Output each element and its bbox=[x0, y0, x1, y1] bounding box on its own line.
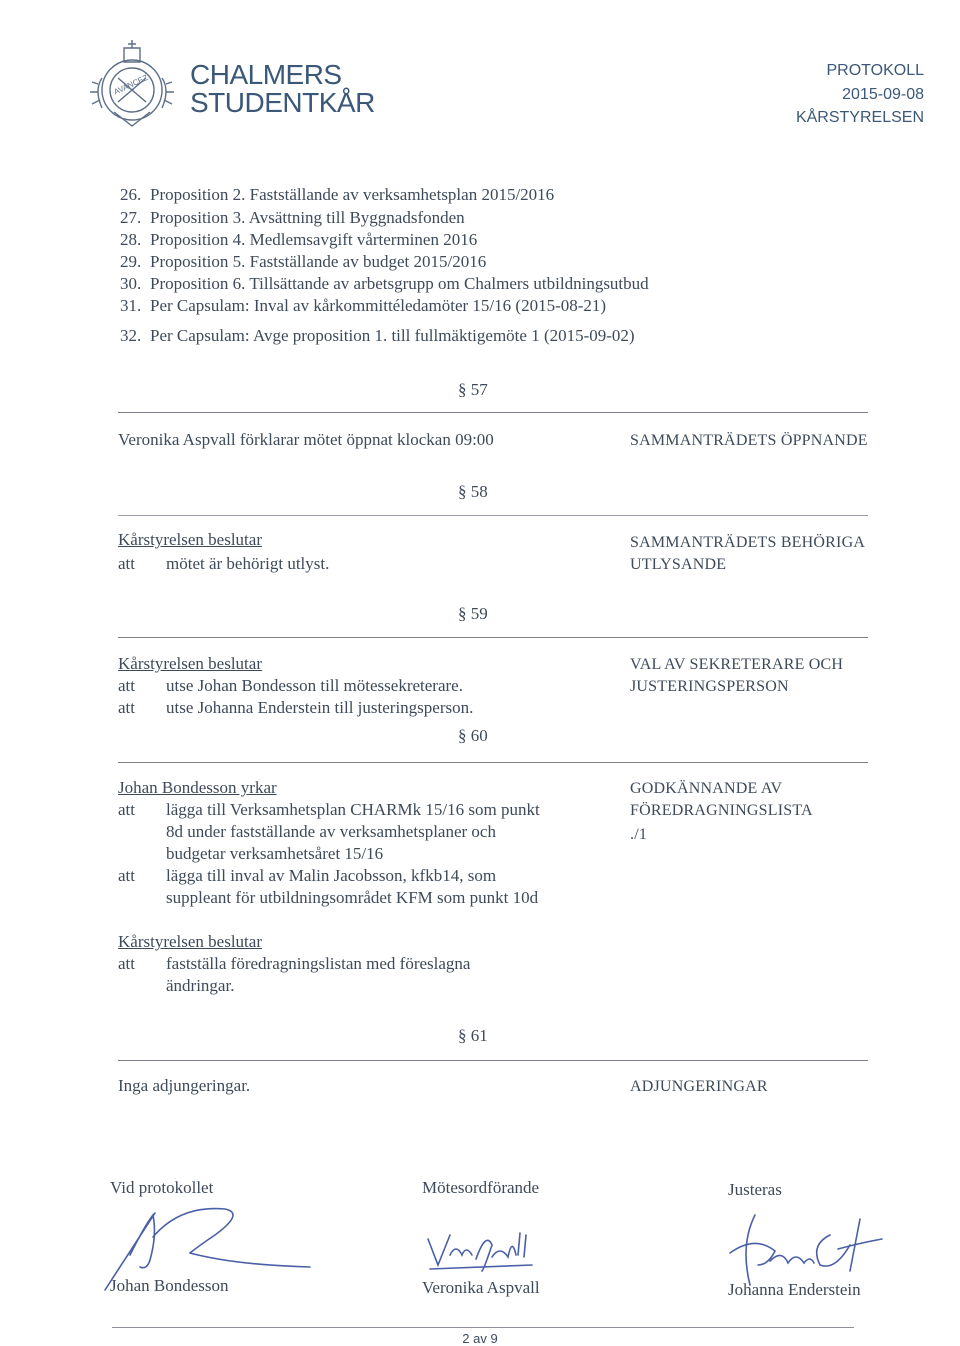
signature-name-adjuster: Johanna Enderstein bbox=[728, 1280, 861, 1299]
section-60-side-annex: ./1 bbox=[630, 826, 648, 843]
section-divider bbox=[118, 637, 868, 638]
section-59-decision-2: att utse Johanna Enderstein till justeringsperson. bbox=[118, 698, 474, 717]
document-date: 2015-09-08 bbox=[842, 86, 924, 103]
section-60-proposal-2: att lägga till inval av Malin Jacobsson, kfkb14, som bbox=[118, 866, 497, 885]
section-59-decision-1: att utse Johan Bondesson till mötessekreterare. bbox=[118, 676, 463, 695]
handwritten-signature-chair bbox=[420, 1225, 540, 1275]
agenda-item: 29. Proposition 5. Fastställande av budget 2015/2016 bbox=[120, 252, 487, 271]
signature-name-secretary: Johan Bondesson bbox=[110, 1276, 229, 1295]
section-58-decision: att mötet är behörigt utlyst. bbox=[118, 554, 330, 573]
section-divider bbox=[118, 762, 868, 763]
footer-divider bbox=[112, 1327, 854, 1328]
section-58-side-title-line2: UTLYSANDE bbox=[630, 556, 727, 573]
section-58-heading: Kårstyrelsen beslutar bbox=[118, 530, 262, 549]
section-61-side-title: ADJUNGERINGAR bbox=[630, 1078, 768, 1095]
section-60-proposal-1-cont: 8d under fastställande av verksamhetsplaner och bbox=[166, 822, 496, 841]
section-60-heading-proposal: Johan Bondesson yrkar bbox=[118, 778, 277, 797]
section-divider bbox=[118, 1060, 868, 1061]
agenda-item: 31. Per Capsulam: Inval av kårkommittéledamöter 15/16 (2015-08-21) bbox=[120, 296, 607, 315]
section-57-text: Veronika Aspvall förklarar mötet öppnat klockan 09:00 bbox=[118, 430, 494, 449]
document-type: PROTOKOLL bbox=[826, 62, 924, 79]
section-number-58: § 58 bbox=[458, 482, 488, 501]
section-60-heading-decision: Kårstyrelsen beslutar bbox=[118, 932, 262, 951]
section-59-side-title-line2: JUSTERINGSPERSON bbox=[630, 678, 789, 695]
document-body: KÅRSTYRELSEN bbox=[795, 109, 924, 126]
section-60-proposal-1: att lägga till Verksamhetsplan CHARMk 15/16 som punkt bbox=[118, 800, 540, 819]
section-number-61: § 61 bbox=[458, 1026, 488, 1045]
section-60-side-title-line1: GODKÄNNANDE AV bbox=[630, 780, 783, 797]
section-60-decision-cont: ändringar. bbox=[166, 976, 235, 995]
section-60-proposal-2-cont: suppleant för utbildningsområdet KFM som punkt 10d bbox=[166, 888, 539, 907]
section-60-proposal-1-cont: budgetar verksamhetsåret 15/16 bbox=[166, 844, 384, 863]
signature-label-chair: Mötesordförande bbox=[422, 1178, 540, 1197]
agenda-item: 26. Proposition 2. Fastställande av verksamhetsplan 2015/2016 bbox=[120, 185, 555, 204]
agenda-item: 28. Proposition 4. Medlemsavgift vårterminen 2016 bbox=[120, 230, 478, 249]
section-61-text: Inga adjungeringar. bbox=[118, 1076, 251, 1095]
section-58-side-title-line1: SAMMANTRÄDETS BEHÖRIGA bbox=[630, 534, 866, 551]
section-60-side-title-line2: FÖREDRAGNINGSLISTA bbox=[630, 802, 813, 819]
agenda-item: 30. Proposition 6. Tillsättande av arbetsgrupp om Chalmers utbildningsutbud bbox=[120, 274, 649, 293]
section-number-60: § 60 bbox=[458, 726, 488, 745]
signature-name-chair: Veronika Aspvall bbox=[422, 1278, 540, 1297]
section-divider bbox=[118, 515, 868, 516]
brand-name-line2: STUDENTKÅR bbox=[190, 87, 375, 118]
signature-label-secretary: Vid protokollet bbox=[110, 1178, 214, 1197]
section-57-side-title: SAMMANTRÄDETS ÖPPNANDE bbox=[630, 432, 868, 449]
section-59-heading: Kårstyrelsen beslutar bbox=[118, 654, 262, 673]
agenda-item: 32. Per Capsulam: Avge proposition 1. till fullmäktigemöte 1 (2015-09-02) bbox=[120, 326, 635, 345]
section-59-side-title-line1: VAL AV SEKRETERARE OCH bbox=[630, 656, 844, 673]
chalmers-studentkar-logo bbox=[84, 38, 180, 134]
section-number-57: § 57 bbox=[458, 380, 488, 399]
brand-name-line1: CHALMERS bbox=[190, 59, 342, 90]
section-60-decision: att fastställa föredragningslistan med föreslagna bbox=[118, 954, 471, 973]
page-number: 2 av 9 bbox=[462, 1331, 498, 1346]
section-divider bbox=[118, 412, 868, 413]
section-number-59: § 59 bbox=[458, 604, 488, 623]
signature-label-adjuster: Justeras bbox=[728, 1180, 782, 1199]
agenda-item: 27. Proposition 3. Avsättning till Byggnadsfonden bbox=[120, 208, 465, 227]
svg-text:AVANCEZ: AVANCEZ bbox=[112, 72, 150, 97]
